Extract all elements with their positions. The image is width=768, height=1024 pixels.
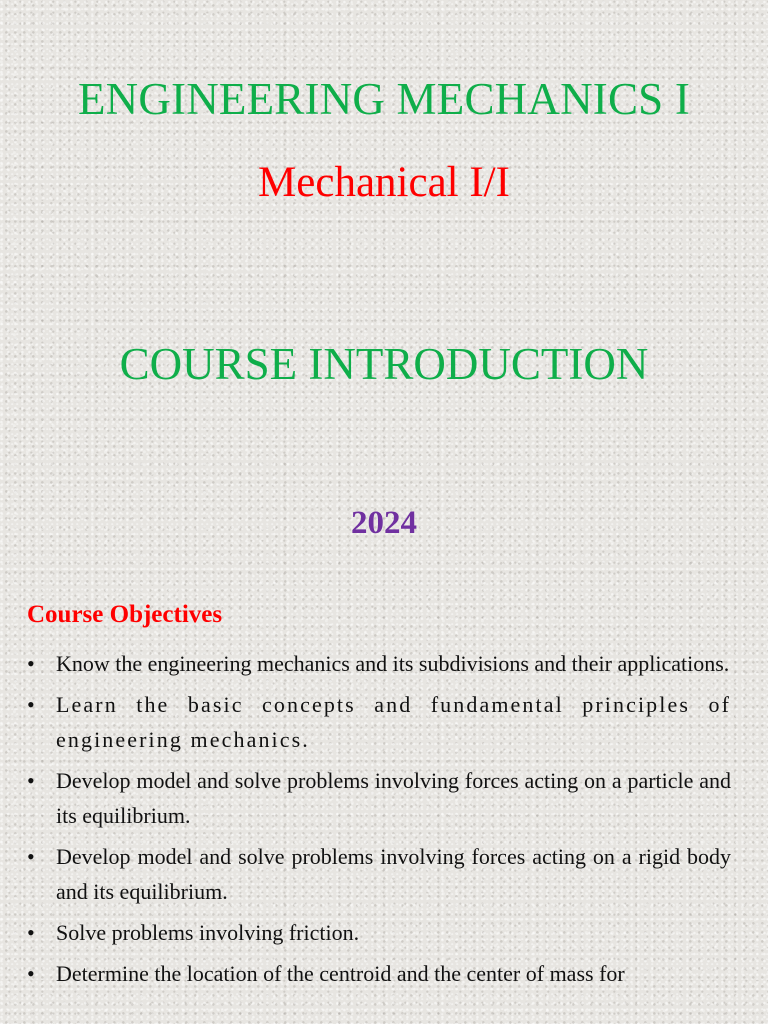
bullet-icon: • bbox=[27, 920, 35, 945]
bullet-icon: • bbox=[27, 692, 37, 717]
objective-item bbox=[27, 956, 731, 991]
year-label: 2024 bbox=[351, 505, 417, 541]
program-subtitle: Mechanical I/I bbox=[258, 159, 510, 206]
objectives-list bbox=[27, 646, 731, 997]
objective-text: Develop model and solve problems involving forces acting on a particle and its equilibrium. bbox=[56, 768, 731, 828]
objective-item bbox=[27, 646, 731, 681]
objective-item bbox=[27, 763, 731, 833]
objective-text: Determine the location of the centroid and the center of mass for bbox=[56, 961, 625, 986]
objective-text: Develop model and solve problems involving forces acting on a rigid body and its equilibrium. bbox=[56, 844, 731, 904]
objective-item bbox=[27, 915, 731, 950]
bullet-icon: • bbox=[27, 844, 35, 869]
objective-text: Know the engineering mechanics and its subdivisions and their applications. bbox=[56, 651, 730, 676]
objective-text: Solve problems involving friction. bbox=[56, 920, 360, 945]
bullet-icon: • bbox=[27, 651, 35, 676]
objective-text: Learn the basic concepts and fundamental principles of engineering mechanics. bbox=[56, 692, 731, 752]
bullet-icon: • bbox=[27, 961, 35, 986]
bullet-icon: • bbox=[27, 768, 35, 793]
course-title: ENGINEERING MECHANICS I bbox=[77, 74, 691, 124]
objectives-title: Course Objectives bbox=[27, 601, 223, 628]
objective-item bbox=[27, 687, 731, 757]
objective-item bbox=[27, 839, 731, 909]
section-heading: COURSE INTRODUCTION bbox=[119, 339, 649, 389]
